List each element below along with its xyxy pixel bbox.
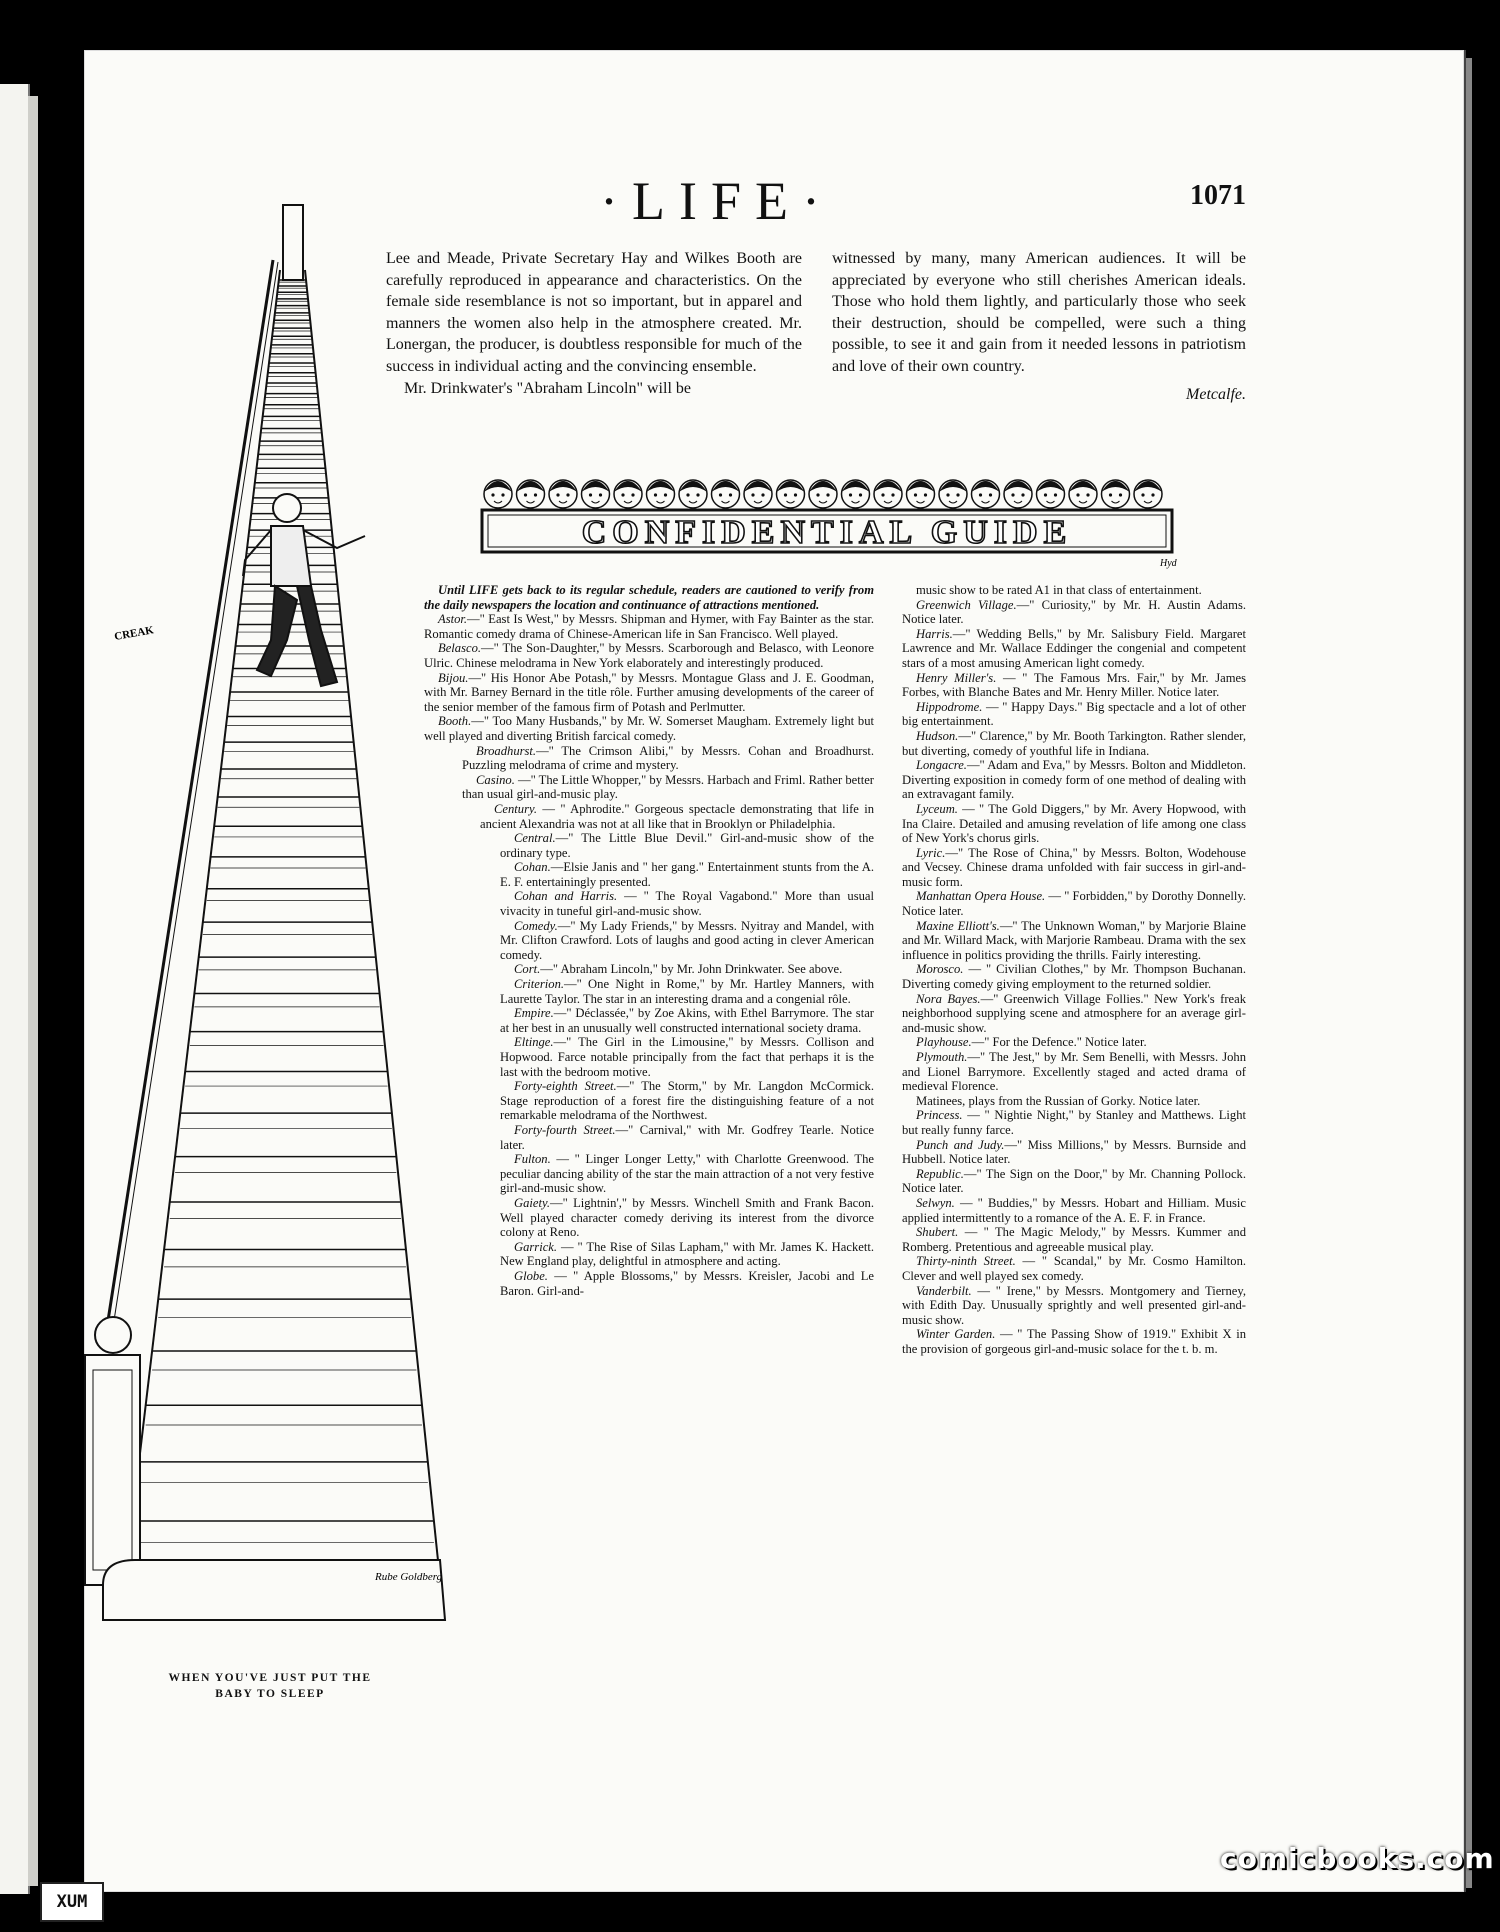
- entry-text: —" The Storm," by Mr. Langdon McCormick. Stage reproduction of a forest fire the distinguishing feature of a not remarkable melodrama of the Northwest.: [500, 1079, 874, 1123]
- entry-text: — " Linger Longer Letty," with Charlotte Greenwood. The peculiar dancing ability of the star the main attraction of a not very festive girl-and-music show.: [500, 1152, 874, 1196]
- review-column-1: [386, 248, 802, 399]
- face-eye: [729, 493, 732, 496]
- guide-entry: [902, 1050, 1246, 1094]
- face-eye: [1086, 493, 1089, 496]
- scan-tag: XUM: [40, 1882, 104, 1922]
- entry-text: —" The Sign on the Door," by Mr. Channing Pollock. Notice later.: [902, 1166, 1246, 1196]
- face-eye: [761, 493, 764, 496]
- guide-entry: [500, 1196, 874, 1240]
- theatre-name: Selwyn.: [916, 1195, 955, 1210]
- theatre-name: Astor.: [438, 612, 468, 627]
- entry-text: —" The Girl in the Limousine," by Messrs. Collison and Hopwood. Farce notable principally from the fact that perhaps it is the last with the bedroom motive.: [500, 1035, 874, 1079]
- theatre-name: Booth.: [438, 714, 472, 729]
- face-eye: [589, 493, 592, 496]
- guide-entry: [424, 612, 874, 641]
- guide-entry: [902, 1225, 1246, 1254]
- guide-entry: [902, 1138, 1246, 1167]
- face-eye: [891, 493, 894, 496]
- face-eye: [1151, 493, 1154, 496]
- face-eye: [1054, 493, 1057, 496]
- theatre-name: Punch and Judy.: [916, 1137, 1005, 1152]
- face-eye: [946, 493, 949, 496]
- sneaking-man: [243, 494, 365, 686]
- staircase-illustration: [75, 200, 475, 1660]
- guide-entry: [902, 889, 1246, 918]
- banner-artist: Hyd: [1160, 558, 1177, 569]
- entry-text: — " Scandal," by Mr. Cosmo Hamilton. Clever and well played sex comedy.: [902, 1254, 1247, 1283]
- newel-ball: [95, 1317, 131, 1353]
- entry-text: —" Lightnin'," by Messrs. Winchell Smith and Frank Bacon. Well played character comedy deriving its interest from the divorce colony at Reno.: [500, 1195, 874, 1240]
- face-eye: [664, 493, 667, 496]
- entry-text: —" Clarence," by Mr. Booth Tarkington. Rather slender, but diverting, comedy of youthful life in Indiana.: [902, 728, 1246, 758]
- face-eye: [751, 493, 754, 496]
- theatre-name: Fulton.: [514, 1152, 551, 1167]
- theatre-name: Hippodrome.: [916, 699, 983, 714]
- theatre-name: Shubert.: [916, 1225, 959, 1240]
- guide-intro: Until LIFE gets back to its regular schedule, readers are cautioned to verify from the daily newspapers the location and continuance of attractions mentioned.: [424, 583, 874, 612]
- entry-text: —" One Night in Rome," by Mr. Hartley Manners, with Laurette Taylor. The star in an interesting drama and a congenial rôle.: [500, 977, 874, 1006]
- guide-entry: [500, 977, 874, 1006]
- theatre-name: Hudson.: [916, 728, 959, 743]
- guide-entry: [902, 583, 1246, 598]
- theatre-name: Globe.: [514, 1268, 548, 1283]
- caption-line-1: WHEN YOU'VE JUST PUT THE: [168, 1672, 372, 1684]
- face-eye: [1076, 493, 1079, 496]
- entry-text: — " Happy Days." Big spectacle and a lot of other big entertainment.: [902, 699, 1246, 729]
- face-eye: [621, 493, 624, 496]
- entry-text: — " Irene," by Messrs. Montgomery and Tierney, with Edith Day. Unusually sprightly and well presented girl-and-music show.: [902, 1283, 1246, 1327]
- entry-text: —" For the Defence." Notice later.: [971, 1035, 1147, 1050]
- handrail-under: [111, 262, 278, 1340]
- entry-text: —" The Jest," by Mr. Sem Benelli, with Messrs. John and Lionel Barrymore. Excellently staged and acted drama of medieval Florence.: [902, 1050, 1246, 1094]
- confidential-guide-banner: [470, 462, 1190, 570]
- theatre-name: Century.: [494, 801, 538, 816]
- theatre-name: Gaiety.: [514, 1195, 551, 1210]
- face-eye: [816, 493, 819, 496]
- guide-entry: [500, 860, 874, 889]
- theatre-name: Comedy.: [514, 918, 558, 933]
- entry-text: —" Greenwich Village Follies." New York's freak neighborhood supplying scene and atmosphere for an average girl-and-music show.: [902, 991, 1247, 1035]
- face-eye: [1011, 493, 1014, 496]
- theatre-name: Morosco.: [916, 962, 964, 977]
- guide-entry: [902, 1094, 1246, 1109]
- face-eye: [654, 493, 657, 496]
- theatre-name: Empire.: [514, 1006, 554, 1021]
- guide-entry: [500, 1240, 874, 1269]
- entry-text: — " Civilian Clothes," by Mr. Thompson Buchanan. Diverting comedy giving employment to the returned soldier.: [902, 962, 1246, 992]
- face-eye: [849, 493, 852, 496]
- guide-entry: [902, 1254, 1246, 1283]
- entry-text: music show to be rated A1 in that class of entertainment.: [916, 583, 1202, 597]
- entry-text: —" The Little Blue Devil." Girl-and-music show of the ordinary type.: [500, 831, 874, 860]
- illustration-caption: [150, 1670, 390, 1702]
- face-eye: [686, 493, 689, 496]
- theatre-name: Manhattan Opera House.: [916, 889, 1046, 904]
- guide-column-2: [902, 583, 1246, 1356]
- face-eye: [719, 493, 722, 496]
- guide-entry: [902, 671, 1246, 700]
- face-eye: [924, 493, 927, 496]
- theatre-name: Eltinge.: [514, 1035, 554, 1050]
- theatre-name: Republic.: [916, 1166, 964, 1181]
- entry-text: — " The Magic Melody," by Messrs. Kummer and Romberg. Pretentious and agreeable musical play.: [902, 1225, 1246, 1254]
- entry-text: Matinees, plays from the Russian of Gorky. Notice later.: [916, 1093, 1201, 1108]
- entry-text: —" Wedding Bells," by Mr. Salisbury Field. Margaret Lawrence and Mr. Wallace Eddinger the congenial and competent stars of a most amusing American light comedy.: [902, 626, 1246, 670]
- watermark: comicbooks.com: [1220, 1842, 1495, 1875]
- guide-entry: [500, 962, 874, 977]
- guide-entry: [462, 773, 874, 802]
- banner-faces: [484, 480, 1162, 508]
- theatre-name: Cohan.: [514, 860, 551, 875]
- caption-line-2: BABY TO SLEEP: [215, 1688, 325, 1700]
- guide-entry: [902, 758, 1246, 802]
- guide-entry: [902, 1196, 1246, 1225]
- theatre-name: Thirty-ninth Street.: [916, 1254, 1016, 1269]
- face-eye: [566, 493, 569, 496]
- review-paragraph: Lee and Meade, Private Secretary Hay and Wilkes Booth are carefully reproduced in appearance and characteristics. On the female side resemblance is not so important, but in apparel and manners the women also help in the atmosphere created. Mr. Lonergan, the producer, is doubtless responsible for much of the success in individual acting and the convincing ensemble.: [386, 250, 802, 375]
- guide-entry: [902, 992, 1246, 1036]
- theatre-name: Winter Garden.: [916, 1327, 996, 1342]
- guide-entry: [902, 1167, 1246, 1196]
- guide-entry: [424, 641, 874, 670]
- entry-text: —" The Son-Daughter," by Messrs. Scarborough and Belasco, with Leonore Ulric. Chinese melodrama in New York elaborately and interestingly produced.: [424, 641, 874, 670]
- theatre-name: Garrick.: [514, 1239, 558, 1254]
- banner-title: CONFIDENTIAL GUIDE: [581, 514, 1073, 551]
- entry-text: —" His Honor Abe Potash," by Messrs. Montague Glass and J. E. Goodman, with Mr. Barney Bernard in the title rôle. Further amusing developments of the career of the senior member of the famous firm of Potash and Perlmutter.: [424, 670, 874, 714]
- theatre-name: Cort.: [514, 962, 541, 977]
- face-eye: [989, 493, 992, 496]
- handrail: [105, 260, 273, 1340]
- entry-text: —" Déclassée," by Zoe Akins, with Ethel Barrymore. The star at her best in an unusually well constructed international society drama.: [500, 1006, 874, 1035]
- theatre-name: Vanderbilt.: [916, 1283, 972, 1298]
- entry-text: —" Miss Millions," by Messrs. Burnside and Hubbell. Notice later.: [902, 1137, 1247, 1167]
- entry-text: — " Apple Blossoms," by Messrs. Kreisler, Jacobi and Le Baron. Girl-and-: [500, 1268, 874, 1298]
- guide-entry: [902, 700, 1246, 729]
- page-number: 1071: [1190, 180, 1246, 211]
- entry-text: — " The Rise of Silas Lapham," with Mr. James K. Hackett. New England play, delightful in atmosphere and acting.: [500, 1239, 874, 1269]
- guide-entry: [902, 919, 1246, 963]
- guide-entry: [902, 1108, 1246, 1137]
- theatre-name: Harris.: [916, 626, 953, 641]
- face-eye: [1141, 493, 1144, 496]
- face-eye: [501, 493, 504, 496]
- entry-text: — " Buddies," by Messrs. Hobart and Hilliam. Music applied intermittently to a romance of the A. E. F. in France.: [902, 1195, 1246, 1225]
- entry-text: —" Too Many Husbands," by Mr. W. Somerset Maugham. Extremely light but well played and diverting British farcical comedy.: [424, 714, 874, 743]
- entry-text: —" The Crimson Alibi," by Messrs. Cohan and Broadhurst. Puzzling melodrama of crime and mystery.: [462, 743, 874, 773]
- guide-entry: [902, 729, 1246, 758]
- guide-entry: [480, 802, 874, 831]
- entry-text: — " The Gold Diggers," by Mr. Avery Hopwood, with Ina Claire. Detailed and amusing revelation of life among one class of New York's chorus girls.: [902, 801, 1246, 846]
- theatre-name: Playhouse.: [916, 1035, 972, 1050]
- guide-entry: [500, 1152, 874, 1196]
- face-eye: [826, 493, 829, 496]
- stair-right-edge: [305, 270, 440, 1580]
- entry-text: — " The Royal Vagabond." More than usual vivacity in tuneful girl-and-music show.: [500, 889, 874, 919]
- entry-text: — " The Passing Show of 1919." Exhibit X in the provision of gorgeous girl-and-music solace for the t. b. m.: [902, 1327, 1246, 1356]
- guide-entry: [902, 1035, 1246, 1050]
- guide-entry: [500, 1079, 874, 1123]
- theatre-name: Plymouth.: [916, 1050, 968, 1064]
- theatre-name: Bijou.: [438, 670, 469, 685]
- face-eye: [556, 493, 559, 496]
- entry-text: —" Curiosity," by Mr. H. Austin Adams. Notice later.: [902, 597, 1246, 627]
- stair-left-edge: [125, 270, 280, 1580]
- face-eye: [979, 493, 982, 496]
- face-eye: [491, 493, 494, 496]
- theatre-name: Forty-eighth Street.: [514, 1079, 617, 1094]
- bottom-step: [103, 1560, 445, 1620]
- guide-entry: [902, 1327, 1246, 1356]
- guide-entry: [424, 671, 874, 715]
- page-edge-shadow: [1466, 58, 1472, 1888]
- theatre-name: Belasco.: [438, 641, 482, 656]
- guide-entry: [500, 831, 874, 860]
- review-signature: Metcalfe.: [1186, 385, 1246, 403]
- artist-signature: Rube Goldberg: [375, 1571, 443, 1583]
- entry-text: —Elsie Janis and " her gang." Entertainment stunts from the A. E. F. entertainingly presented.: [500, 860, 874, 889]
- guide-entry: [902, 627, 1246, 671]
- theatre-name: Cohan and Harris.: [514, 889, 618, 904]
- guide-entry: [462, 744, 874, 773]
- review-paragraph: witnessed by many, many American audiences. It will be appreciated by everyone who still cherishes American ideals. Those who hold them lightly, and particularly those who seek their destruction, should be compelled, were such a thing possible, to see it and gain from it needed lessons in patriotism and love of their own country.: [832, 250, 1246, 375]
- adjacent-page-edge: [0, 84, 30, 1894]
- guide-entry: [500, 1035, 874, 1079]
- theatre-name: Longacre.: [916, 758, 967, 773]
- theatre-name: Henry Miller's.: [916, 670, 997, 685]
- theatre-name: Broadhurst.: [476, 743, 537, 758]
- theatre-name: Forty-fourth Street.: [514, 1122, 616, 1137]
- sound-effect: CREAK: [113, 624, 155, 643]
- entry-text: —" East Is West," by Messrs. Shipman and Hymer, with Fay Bainter as the star. Romantic comedy drama of Chinese-American life in San Francisco. Well played.: [424, 612, 874, 641]
- top-post: [283, 205, 303, 280]
- face-eye: [1109, 493, 1112, 496]
- guide-column-1: [424, 583, 874, 1298]
- face-eye: [1044, 493, 1047, 496]
- entry-text: — " Forbidden," by Dorothy Donnelly. Notice later.: [902, 889, 1246, 919]
- face-eye: [914, 493, 917, 496]
- theatre-name: Princess.: [916, 1108, 963, 1123]
- face-eye: [784, 493, 787, 496]
- entry-text: — " The Famous Mrs. Fair," by Mr. James Forbes, with Blanche Bates and Mr. Henry Miller. Notice later.: [902, 670, 1246, 700]
- guide-entry: [424, 714, 874, 743]
- face-eye: [859, 493, 862, 496]
- face-eye: [1119, 493, 1122, 496]
- face-eye: [631, 493, 634, 496]
- face-eye: [881, 493, 884, 496]
- theatre-name: Maxine Elliott's.: [916, 918, 1000, 933]
- face-eye: [794, 493, 797, 496]
- face-eye: [956, 493, 959, 496]
- face-eye: [524, 493, 527, 496]
- entry-text: —" My Lady Friends," by Messrs. Nyitray and Mandel, with Mr. Clifton Crawford. Lots of laughs and good acting in clever American comedy.: [500, 918, 874, 962]
- face-eye: [599, 493, 602, 496]
- theatre-name: Nora Bayes.: [916, 991, 981, 1006]
- entry-text: —" The Unknown Woman," by Marjorie Blaine and Mr. Willard Mack, with Marjorie Rambeau. Drama with the sex influence in politics providing the thrills. Fairly interesting.: [902, 918, 1246, 962]
- theatre-name: Criterion.: [514, 977, 565, 992]
- theatre-name: Greenwich Village.: [916, 597, 1017, 612]
- entry-text: —" Carnival," with Mr. Godfrey Tearle. Notice later.: [500, 1122, 874, 1152]
- binding-shadow: [28, 96, 38, 1886]
- guide-entry: [500, 1269, 874, 1298]
- guide-entry: [500, 919, 874, 963]
- face-eye: [696, 493, 699, 496]
- theatre-name: Casino.: [476, 772, 515, 787]
- review-column-2: [832, 248, 1246, 405]
- magazine-title: ·LIFE·: [600, 171, 834, 231]
- entry-text: —" Adam and Eva," by Messrs. Bolton and Middleton. Diverting exposition in comedy form of one method of dealing with an extravagant family.: [902, 758, 1246, 802]
- guide-entry: [500, 1123, 874, 1152]
- entry-text: — " Aphrodite." Gorgeous spectacle demonstrating that life in ancient Alexandria was not at all like that in Brooklyn or Philadelphia.: [480, 801, 874, 831]
- guide-entry: [902, 802, 1246, 846]
- guide-entry: [902, 1284, 1246, 1328]
- guide-entry: [902, 962, 1246, 991]
- face-eye: [534, 493, 537, 496]
- review-paragraph: Mr. Drinkwater's "Abraham Lincoln" will be: [404, 379, 691, 397]
- guide-entry: [902, 598, 1246, 627]
- guide-entry: [500, 1006, 874, 1035]
- entry-text: —" Abraham Lincoln," by Mr. John Drinkwater. See above.: [540, 962, 843, 977]
- entry-text: — " Nightie Night," by Stanley and Matthews. Light but really funny farce.: [902, 1108, 1246, 1137]
- theatre-name: Lyric.: [916, 845, 946, 860]
- theatre-name: Central.: [514, 831, 556, 846]
- entry-text: —" The Little Whopper," by Messrs. Harbach and Friml. Rather better than usual girl-and-music play.: [462, 772, 874, 802]
- entry-text: —" The Rose of China," by Messrs. Bolton, Wodehouse and Vecsey. Chinese drama unfolded with fair success in girl-and-music form.: [902, 845, 1246, 889]
- guide-entry: [500, 889, 874, 918]
- face-eye: [1021, 493, 1024, 496]
- guide-entry: [902, 846, 1246, 890]
- theatre-name: Lyceum.: [916, 801, 958, 816]
